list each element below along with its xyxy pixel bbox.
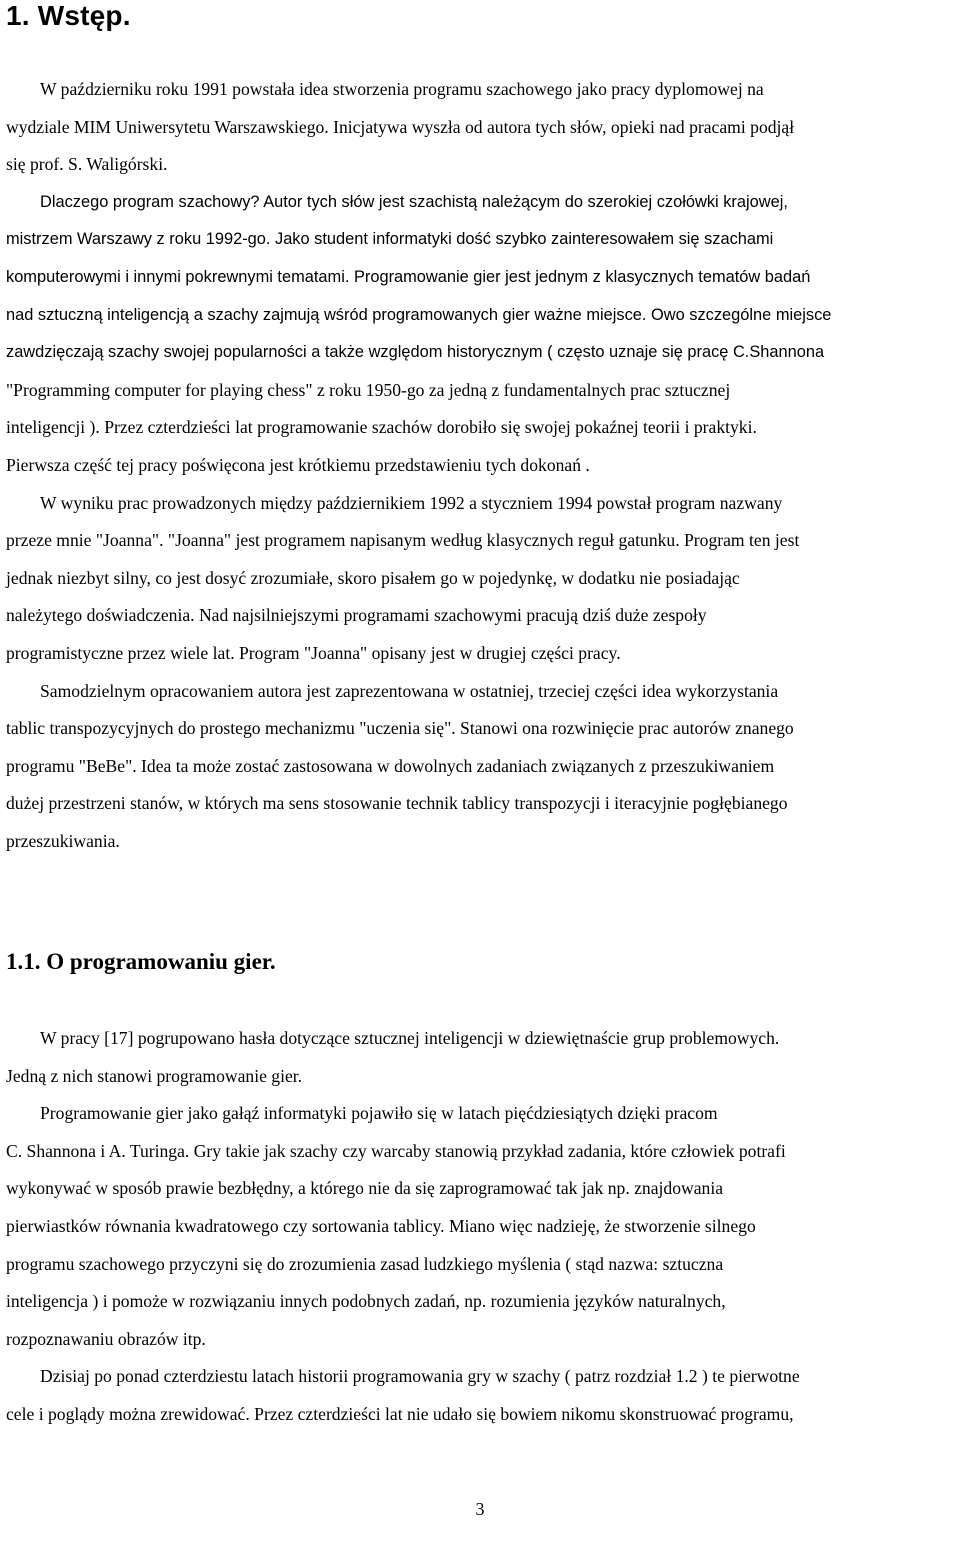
section-title: 1. Wstęp. [6,0,131,31]
paragraph-line: przeszukiwania. [6,830,120,851]
paragraph-line: wydziale MIM Uniwersytetu Warszawskiego. Inicjatywa wyszła od autora tych słów, opieki nad pracami podjął [6,116,795,137]
paragraph-line: programu szachowego przyczyni się do zrozumienia zasad ludzkiego myślenia ( stąd nazwa: sztuczna [6,1253,724,1274]
paragraph-line: wykonywać w sposób prawie bezbłędny, a którego nie da się zaprogramować tak jak np. znajdowania [6,1178,724,1199]
section-body [6,71,960,860]
paragraph-line: należytego doświadczenia. Nad najsilniejszymi programami szachowymi pracują dziś duże zespoły [6,605,707,626]
paragraph-line: tablic transpozycyjnych do prostego mechanizmu "uczenia się". Stanowi ona rozwinięcie prac autorów znanego [6,718,794,739]
subsection-body [6,1020,960,1434]
paragraph-line: Pierwsza część tej pracy poświęcona jest krótkiemu przedstawieniu tych dokonań . [6,454,590,475]
paragraph-line: Dzisiaj po ponad czterdziestu latach historii programowania gry w szachy ( patrz rozdział 1.2 ) te pierwotne [40,1366,800,1387]
paragraph-line: cele i poglądy można zrewidować. Przez czterdzieści lat nie udało się bowiem nikomu skonstruować programu, [6,1403,794,1424]
paragraph-line: Programowanie gier jako gałąź informatyki pojawiło się w latach pięćdziesiątych dzięki pracom [40,1103,718,1124]
paragraph-line: programistyczne przez wiele lat. Program "Joanna" opisany jest w drugiej części pracy. [6,642,621,663]
paragraph-line: zawdzięczają szachy swojej popularności a także względom historycznym ( często uznaje się pracę C.Shannona [6,343,825,362]
subsection-title: 1.1. O programowaniu gier. [6,949,276,974]
paragraph-line: inteligencji ). Przez czterdzieści lat programowanie szachów dorobiło się swojej pokaźnej teorii i praktyki. [6,417,757,438]
paragraph-line: przeze mnie "Joanna". "Joanna" jest programem napisanym według klasycznych reguł gatunku. Program ten jest [6,530,800,551]
paragraph-line: się prof. S. Waligórski. [6,154,168,175]
paragraph-line: W wyniku prac prowadzonych między październikiem 1992 a styczniem 1994 powstał program nazwany [40,492,783,513]
paragraph-line: komputerowymi i innymi pokrewnymi tematami. Programowanie gier jest jednym z klasycznych tematów badań [6,267,811,286]
paragraph-line: dużej przestrzeni stanów, w których ma sens stosowanie technik tablicy transpozycji i iteracyjnie pogłębianego [6,793,788,814]
paragraph-line: W październiku roku 1991 powstała idea stworzenia programu szachowego jako pracy dyplomowej na [40,79,764,99]
paragraph-line: programu "BeBe". Idea ta może zostać zastosowana w dowolnych zadaniach związanych z przeszukiwaniem [6,755,775,776]
paragraph-line: "Programming computer for playing chess" z roku 1950-go za jedną z fundamentalnych prac sztucznej [6,379,731,400]
paragraph-line: W pracy [17] pogrupowano hasła dotyczące sztucznej inteligencji w dziewiętnaście grup problemowych. [40,1028,780,1048]
paragraph-line: Jedną z nich stanowi programowanie gier. [6,1065,303,1086]
page-number: 3 [475,1499,485,1519]
paragraph-line: C. Shannona i A. Turinga. Gry takie jak szachy czy warcaby stanowią przykład zadania, które człowiek potrafi [6,1140,786,1161]
paragraph-line: inteligencja ) i pomoże w rozwiązaniu innych podobnych zadań, np. rozumienia języków naturalnych, [6,1291,726,1312]
paragraph-line: rozpoznawaniu obrazów itp. [6,1328,206,1349]
paragraph-line: mistrzem Warszawy z roku 1992-go. Jako student informatyki dość szybko zainteresowałem się szachami [6,230,774,249]
paragraph-line: pierwiastków równania kwadratowego czy sortowania tablicy. Miano więc nadzieję, że stworzenie silnego [6,1215,756,1236]
paragraph-line: nad sztuczną inteligencją a szachy zajmują wśród programowanych gier ważne miejsce. Owo szczególne miejsce [6,305,832,324]
paragraph-line: Samodzielnym opracowaniem autora jest zaprezentowana w ostatniej, trzeciej części idea wykorzystania [40,680,779,701]
paragraph-line: Dlaczego program szachowy? Autor tych słów jest szachistą należącym do szerokiej czołówki krajowej, [40,192,788,211]
paragraph-line: jednak niezbyt silny, co jest dosyć zrozumiałe, skoro pisałem go w pojedynkę, w dodatku nie posiadając [6,567,740,588]
